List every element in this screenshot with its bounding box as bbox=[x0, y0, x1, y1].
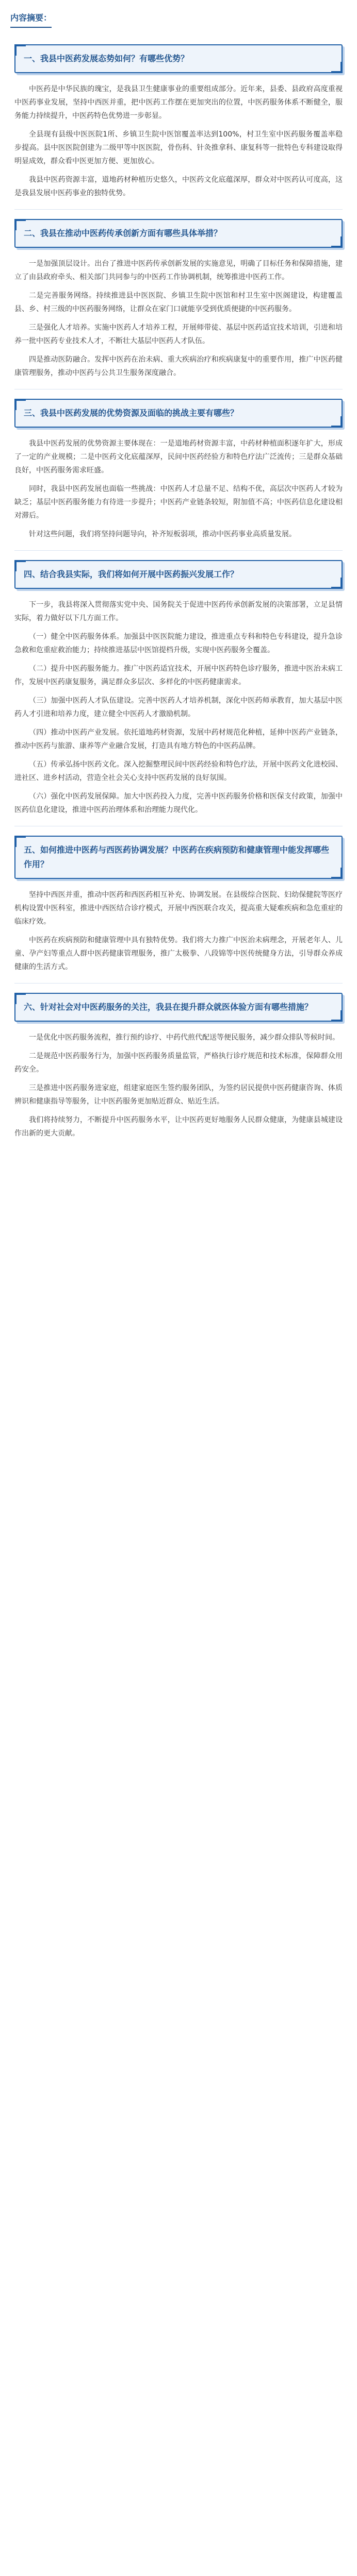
qa-sections bbox=[10, 44, 347, 1140]
answer-paragraph: （四）推动中医药产业发展。依托道地药材资源，发展中药材规范化种植，延伸中医药产业链条，推动中医药与旅游、康养等产业融合发展，打造具有地方特色的中医药品牌。 bbox=[14, 728, 343, 750]
question-title: 五、如何推进中医药与西医药协调发展？中医药在疾病预防和健康管理中能发挥哪些作用？ bbox=[24, 845, 330, 869]
question-box bbox=[14, 399, 343, 428]
question-title: 一、我县中医药发展态势如何？有哪些优势？ bbox=[24, 54, 189, 63]
answer-paragraph: （六）强化中医药发展保障。加大中医药投入力度，完善中医药服务价格和医保支付政策，加强中医药信息化建设，推进中医药治理体系和治理能力现代化。 bbox=[14, 792, 343, 814]
answer-paragraph: 中医药是中华民族的瑰宝，是我县卫生健康事业的重要组成部分。近年来，县委、县政府高度重视中医药事业发展，坚持中西医并重，把中医药工作摆在更加突出的位置，中医药服务体系不断健全，服务能力持续提升，中医药特色优势进一步彰显。 bbox=[14, 85, 343, 120]
question-title: 二、我县在推动中医药传承创新方面有哪些具体举措？ bbox=[24, 228, 222, 238]
answer-paragraph: 一是优化中医药服务流程，推行预约诊疗、中药代煎代配送等便民服务，减少群众排队等候时间。 bbox=[29, 1033, 339, 1042]
qa-section bbox=[10, 44, 347, 200]
qa-section bbox=[10, 836, 347, 974]
section-divider bbox=[14, 209, 343, 210]
answer-paragraph: 三是强化人才培养。实施中医药人才培养工程，开展师带徒、基层中医药适宜技术培训，引进和培养一批中医药专业技术人才，不断壮大基层中医药人才队伍。 bbox=[14, 324, 343, 345]
qa-section bbox=[10, 219, 347, 380]
qa-section bbox=[10, 993, 347, 1140]
question-title: 三、我县中医药发展的优势资源及面临的挑战主要有哪些？ bbox=[24, 408, 239, 418]
qa-section bbox=[10, 399, 347, 541]
question-box bbox=[14, 836, 343, 879]
answer-paragraph: （三）加强中医药人才队伍建设。完善中医药人才培养机制，深化中医药师承教育，加大基层中医药人才引进和培养力度，建立健全中医药人才激励机制。 bbox=[14, 697, 343, 718]
answer-paragraph: 中医药在疾病预防和健康管理中具有独特优势。我们将大力推广中医治未病理念，开展老年人、儿童、孕产妇等重点人群中医药健康管理服务，推广太极拳、八段锦等中医传统健身方法，引导群众养成健康的生活方式。 bbox=[14, 936, 343, 971]
answer-paragraph: （一）健全中医药服务体系。加强县中医医院能力建设，推进重点专科和特色专科建设，提升急诊急救和危重症救治能力；持续推进基层中医馆提档升级，实现中医药服务全覆盖。 bbox=[14, 633, 343, 654]
answer-paragraph: 下一步，我县将深入贯彻落实党中央、国务院关于促进中医药传承创新发展的决策部署，立足县情实际，着力做好以下几方面工作。 bbox=[14, 601, 343, 622]
answer-paragraph: （二）提升中医药服务能力。推广中医药适宜技术，开展中医药特色诊疗服务，推进中医治未病工作，发展中医药康复服务，满足群众多层次、多样化的中医药健康需求。 bbox=[14, 665, 343, 686]
intro-label: 内容摘要： bbox=[10, 10, 52, 28]
question-title: 六、针对社会对中医药服务的关注，我县在提升群众就医体验方面有哪些措施？ bbox=[24, 1002, 313, 1012]
question-box bbox=[14, 993, 343, 1022]
answer-paragraph: 二是规范中医药服务行为，加强中医药服务质量监管，严格执行诊疗规范和技术标准，保障群众用药安全。 bbox=[14, 1052, 343, 1074]
answer-paragraph: 全县现有县级中医医院1所、乡镇卫生院中医馆覆盖率达到100%，村卫生室中医药服务覆盖率稳步提高。县中医医院创建为二级甲等中医医院，骨伤科、针灸推拿科、康复科等一批特色专科建设取得明显成效，群众看中医更加方便、更加放心。 bbox=[14, 130, 343, 165]
question-box bbox=[14, 219, 343, 248]
question-title: 四、结合我县实际，我们将如何开展中医药振兴发展工作？ bbox=[24, 569, 239, 579]
answer-paragraph: 三是推进中医药服务进家庭，组建家庭医生签约服务团队，为签约居民提供中医药健康咨询、体质辨识和健康指导等服务，让中医药服务更加贴近群众、贴近生活。 bbox=[14, 1084, 343, 1106]
section-divider bbox=[14, 550, 343, 551]
answer-paragraph: 同时，我县中医药发展也面临一些挑战：中医药人才总量不足、结构不优，高层次中医药人才较为缺乏；基层中医药服务能力有待进一步提升；中医药产业链条较短，附加值不高；中医药信息化建设相对滞后。 bbox=[14, 485, 343, 520]
answer-paragraph: 我县中医药资源丰富，道地药材种植历史悠久，中医药文化底蕴深厚，群众对中医药认可度高，这是我县发展中医药事业的独特优势。 bbox=[14, 176, 343, 197]
answer-paragraph: 我们将持续努力，不断提升中医药服务水平，让中医药更好地服务人民群众健康，为健康县城建设作出新的更大贡献。 bbox=[14, 1116, 343, 1138]
answer-paragraph: 坚持中西医并重，推动中医药和西医药相互补充、协调发展。在县级综合医院、妇幼保健院等医疗机构设置中医科室，推进中西医结合诊疗模式，开展中西医联合攻关，提高重大疑难疾病和急危重症的临床疗效。 bbox=[14, 891, 343, 926]
answer-paragraph: 四是推动医防融合。发挥中医药在治未病、重大疾病治疗和疾病康复中的重要作用，推广中医药健康管理服务，推动中医药与公共卫生服务深度融合。 bbox=[14, 355, 343, 377]
answer-paragraph: 针对这些问题，我们将坚持问题导向，补齐短板弱项，推动中医药事业高质量发展。 bbox=[29, 530, 296, 538]
answer-paragraph: 一是加强顶层设计。出台了推进中医药传承创新发展的实施意见，明确了目标任务和保障措施，建立了由县政府牵头、相关部门共同参与的中医药工作协调机制，统筹推进中医药工作。 bbox=[14, 260, 343, 281]
qa-section bbox=[10, 560, 347, 817]
question-box bbox=[14, 44, 343, 73]
article bbox=[0, 0, 357, 1160]
answer-paragraph: 二是完善服务网络。持续推进县中医医院、乡镇卫生院中医馆和村卫生室中医阁建设，构建覆盖县、乡、村三级的中医药服务网络，让群众在家门口就能享受到优质便捷的中医药服务。 bbox=[14, 292, 343, 313]
question-box bbox=[14, 560, 343, 589]
answer-paragraph: 我县中医药发展的优势资源主要体现在：一是道地药材资源丰富，中药材种植面积逐年扩大，形成了一定的产业规模；二是中医药文化底蕴深厚，民间中医药经验方和特色疗法广泛流传；三是群众基础良好，中医药服务需求旺盛。 bbox=[14, 439, 343, 474]
section-divider bbox=[14, 983, 343, 984]
answer-paragraph: （五）传承弘扬中医药文化。深入挖掘整理民间中医药经验和特色疗法，开展中医药文化进校园、进社区、进乡村活动，营造全社会关心支持中医药发展的良好氛围。 bbox=[14, 760, 343, 782]
